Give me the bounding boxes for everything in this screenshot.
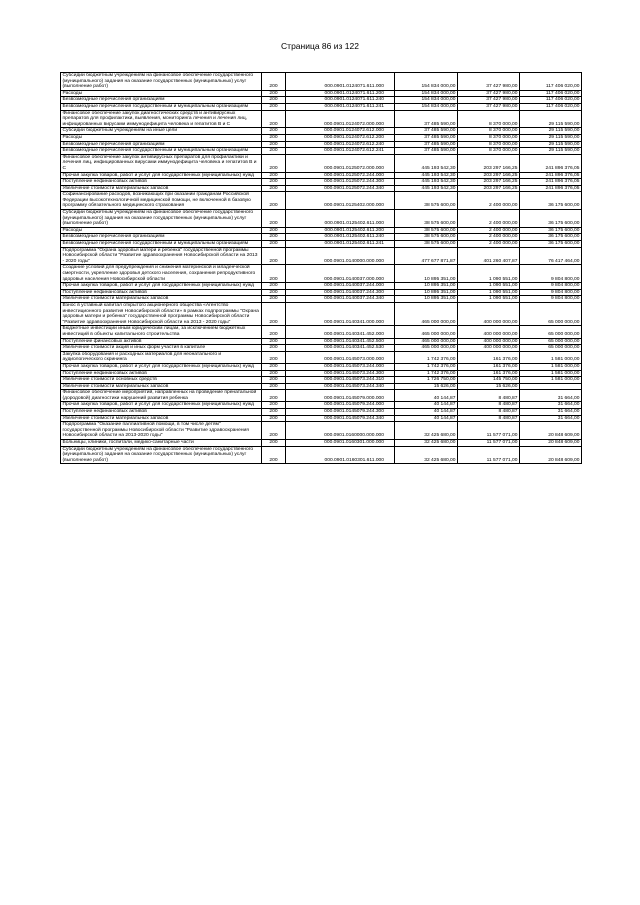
- row-approved-amount-cell: 40 144,87: [395, 415, 458, 422]
- table-row: [61, 241, 582, 248]
- row-name-cell: Больницы, клиники, госпитали, медико-санитарные части: [61, 440, 262, 447]
- row-code-cell: 200: [262, 363, 286, 370]
- row-executed-amount-cell: 8 480,87: [458, 402, 520, 409]
- row-executed-amount-cell: 37 427 980,00: [458, 97, 520, 104]
- row-classification-code-cell: 000.0901.0140341.452.500: [286, 338, 395, 345]
- row-unexecuted-amount-cell: [520, 383, 582, 390]
- row-approved-amount-cell: 40 144,87: [395, 390, 458, 402]
- row-name-cell: Поступление финансовых активов: [61, 338, 262, 345]
- row-executed-amount-cell: 161 376,00: [458, 370, 520, 377]
- row-code-cell: 200: [262, 415, 286, 422]
- row-name-cell: Создание условий для предупреждения и снижения материнской и младенческой смертности, укрепление здоровья детского населения, сохранения репродуктивного здоровья населения Новосибирской области: [61, 265, 262, 283]
- row-approved-amount-cell: 38 575 600,00: [395, 192, 458, 210]
- row-code-cell: 200: [262, 370, 286, 377]
- row-code-cell: 200: [262, 241, 286, 248]
- table-row: [61, 148, 582, 155]
- row-unexecuted-amount-cell: 65 000 000,00: [520, 326, 582, 338]
- row-classification-code-cell: 000.0901.0125072.244.300: [286, 179, 395, 186]
- row-executed-amount-cell: 8 480,87: [458, 390, 520, 402]
- row-unexecuted-amount-cell: 20 848 609,00: [520, 440, 582, 447]
- row-unexecuted-amount-cell: 65 000 000,00: [520, 338, 582, 345]
- table-row: [61, 338, 582, 345]
- row-approved-amount-cell: 37 485 590,00: [395, 128, 458, 135]
- row-name-cell: Взнос в уставный капитал открытого акционерного общества «Агентство инвестиционного развития Новосибирской области» в рамках подпрограммы "Охрана здоровья матери и ребенка" государственной программы Новосибирской области "Развитие здравоохранения Новосибирской области на 2013 - 2020 годы": [61, 302, 262, 325]
- row-name-cell: Расходы: [61, 90, 262, 97]
- row-executed-amount-cell: 2 400 000,00: [458, 241, 520, 248]
- row-name-cell: Увеличение стоимости акций и иных форм участия в капитале: [61, 345, 262, 352]
- row-unexecuted-amount-cell: 241 896 376,05: [520, 185, 582, 192]
- row-executed-amount-cell: 37 427 980,00: [458, 103, 520, 110]
- row-code-cell: 200: [262, 154, 286, 172]
- row-unexecuted-amount-cell: 1 581 000,00: [520, 363, 582, 370]
- row-name-cell: Безвозмездные перечисления организациям: [61, 141, 262, 148]
- table-row: [61, 402, 582, 409]
- row-classification-code-cell: 000.0901.0140037.244.000: [286, 283, 395, 290]
- row-name-cell: Субсидии бюджетным учреждениям на иные цели: [61, 128, 262, 135]
- row-approved-amount-cell: 37 485 590,00: [395, 141, 458, 148]
- row-name-cell: Финансовое обеспечение мероприятий, направленных на проведение пренатальной (дородовой) диагностики нарушений развития ребенка: [61, 390, 262, 402]
- row-code-cell: 200: [262, 73, 286, 91]
- row-code-cell: 200: [262, 192, 286, 210]
- row-name-cell: Прочая закупка товаров, работ и услуг для государственных (муниципальных) нужд: [61, 402, 262, 409]
- row-approved-amount-cell: 38 575 600,00: [395, 241, 458, 248]
- row-unexecuted-amount-cell: 241 896 376,05: [520, 172, 582, 179]
- row-executed-amount-cell: 161 376,00: [458, 351, 520, 363]
- row-unexecuted-amount-cell: 31 664,00: [520, 390, 582, 402]
- row-code-cell: 200: [262, 172, 286, 179]
- row-approved-amount-cell: 32 425 680,00: [395, 446, 458, 464]
- table-row: [61, 141, 582, 148]
- row-executed-amount-cell: 2 400 000,00: [458, 210, 520, 228]
- row-classification-code-cell: 000.0901.0160301.000.000: [286, 440, 395, 447]
- row-executed-amount-cell: 8 480,87: [458, 415, 520, 422]
- row-unexecuted-amount-cell: 1 581 000,00: [520, 377, 582, 384]
- table-row: [61, 110, 582, 128]
- row-executed-amount-cell: 37 427 980,00: [458, 90, 520, 97]
- row-executed-amount-cell: 2 400 000,00: [458, 234, 520, 241]
- row-approved-amount-cell: 465 000 000,00: [395, 338, 458, 345]
- row-classification-code-cell: 000.0901.0145073.244.000: [286, 363, 395, 370]
- row-classification-code-cell: 000.0901.0145079.244.300: [286, 409, 395, 416]
- row-executed-amount-cell: 8 370 000,00: [458, 148, 520, 155]
- row-executed-amount-cell: 203 297 166,25: [458, 179, 520, 186]
- row-name-cell: Увеличение стоимости материальных запасов: [61, 383, 262, 390]
- row-unexecuted-amount-cell: 117 406 020,00: [520, 90, 582, 97]
- table-row: [61, 377, 582, 384]
- row-approved-amount-cell: 40 144,87: [395, 402, 458, 409]
- row-approved-amount-cell: 38 575 600,00: [395, 234, 458, 241]
- row-code-cell: 200: [262, 265, 286, 283]
- row-name-cell: Поступление нефинансовых активов: [61, 289, 262, 296]
- row-unexecuted-amount-cell: 36 175 600,00: [520, 192, 582, 210]
- row-name-cell: Прочая закупка товаров, работ и услуг для государственных (муниципальных) нужд: [61, 172, 262, 179]
- row-name-cell: Поступление нефинансовых активов: [61, 179, 262, 186]
- row-code-cell: 200: [262, 97, 286, 104]
- row-unexecuted-amount-cell: 241 896 376,05: [520, 179, 582, 186]
- row-name-cell: Субсидии бюджетным учреждениям на финансовое обеспечение государственного (муниципального) задания на оказание государственных (муниципальных) услуг (выполнение работ): [61, 73, 262, 91]
- row-unexecuted-amount-cell: 117 406 020,00: [520, 97, 582, 104]
- row-executed-amount-cell: 203 297 166,25: [458, 172, 520, 179]
- row-executed-amount-cell: 2 400 000,00: [458, 227, 520, 234]
- row-name-cell: Софинансирование расходов, возникающих при оказании гражданам Российской Федерации высокотехнологичной медицинской помощи, не включенной в базовую программу обязательного медицинского страхования: [61, 192, 262, 210]
- row-approved-amount-cell: 465 000 000,00: [395, 345, 458, 352]
- row-approved-amount-cell: 40 144,87: [395, 409, 458, 416]
- table-row: [61, 265, 582, 283]
- row-classification-code-cell: 000.0901.0125072.244.340: [286, 185, 395, 192]
- row-unexecuted-amount-cell: 9 804 800,00: [520, 283, 582, 290]
- row-executed-amount-cell: 203 297 166,25: [458, 154, 520, 172]
- row-classification-code-cell: 000.0901.0125072.000.000: [286, 154, 395, 172]
- row-approved-amount-cell: 1 742 376,00: [395, 363, 458, 370]
- table-row: [61, 283, 582, 290]
- table-row: [61, 97, 582, 104]
- row-unexecuted-amount-cell: 20 848 609,00: [520, 422, 582, 440]
- table-row: [61, 302, 582, 325]
- row-unexecuted-amount-cell: 76 417 464,00: [520, 247, 582, 265]
- table-row: [61, 90, 582, 97]
- row-classification-code-cell: 000.0901.0160301.611.000: [286, 446, 395, 464]
- row-name-cell: Безвозмездные перечисления организациям: [61, 97, 262, 104]
- row-classification-code-cell: 000.0901.0140037.244.300: [286, 289, 395, 296]
- table-row: [61, 154, 582, 172]
- row-classification-code-cell: 000.0901.0140341.452.530: [286, 345, 395, 352]
- table-row: [61, 103, 582, 110]
- row-unexecuted-amount-cell: 9 804 800,00: [520, 265, 582, 283]
- row-code-cell: 200: [262, 345, 286, 352]
- row-classification-code-cell: 000.0901.0140000.000.000: [286, 247, 395, 265]
- row-approved-amount-cell: 15 626,00: [395, 383, 458, 390]
- row-name-cell: Закупка оборудования и расходных материалов для неонатального и аудиологического скрининга: [61, 351, 262, 363]
- row-unexecuted-amount-cell: 36 175 600,00: [520, 210, 582, 228]
- row-code-cell: 200: [262, 179, 286, 186]
- row-classification-code-cell: 000.0901.0140341.452.000: [286, 326, 395, 338]
- row-classification-code-cell: 000.0901.0124072.612.241: [286, 148, 395, 155]
- table-body: [61, 73, 582, 464]
- row-approved-amount-cell: 465 000 000,00: [395, 326, 458, 338]
- row-code-cell: 200: [262, 134, 286, 141]
- row-unexecuted-amount-cell: 1 581 000,00: [520, 370, 582, 377]
- table-row: [61, 422, 582, 440]
- row-classification-code-cell: 000.0901.0124071.611.200: [286, 90, 395, 97]
- row-unexecuted-amount-cell: 65 000 000,00: [520, 302, 582, 325]
- row-classification-code-cell: 000.0901.0125402.611.000: [286, 210, 395, 228]
- budget-execution-table: [60, 72, 582, 464]
- row-name-cell: Расходы: [61, 227, 262, 234]
- row-unexecuted-amount-cell: 31 664,00: [520, 402, 582, 409]
- row-approved-amount-cell: 445 193 542,30: [395, 154, 458, 172]
- row-name-cell: Поступление нефинансовых активов: [61, 409, 262, 416]
- row-approved-amount-cell: 10 895 351,00: [395, 283, 458, 290]
- row-name-cell: Поступление нефинансовых активов: [61, 370, 262, 377]
- row-code-cell: 200: [262, 351, 286, 363]
- row-classification-code-cell: 000.0901.0125402.611.200: [286, 227, 395, 234]
- row-approved-amount-cell: 10 895 351,00: [395, 289, 458, 296]
- row-approved-amount-cell: 10 895 351,00: [395, 265, 458, 283]
- row-executed-amount-cell: 145 750,00: [458, 377, 520, 384]
- row-executed-amount-cell: 37 427 980,00: [458, 73, 520, 91]
- row-approved-amount-cell: 32 425 680,00: [395, 440, 458, 447]
- table-row: [61, 370, 582, 377]
- row-approved-amount-cell: 445 193 542,30: [395, 179, 458, 186]
- table-row: [61, 383, 582, 390]
- row-classification-code-cell: 000.0901.0145073.244.340: [286, 383, 395, 390]
- row-code-cell: 200: [262, 90, 286, 97]
- row-code-cell: 200: [262, 110, 286, 128]
- row-unexecuted-amount-cell: 31 664,00: [520, 409, 582, 416]
- row-executed-amount-cell: 400 000 000,00: [458, 302, 520, 325]
- row-code-cell: 200: [262, 409, 286, 416]
- row-classification-code-cell: 000.0901.0125072.244.000: [286, 172, 395, 179]
- table-row: [61, 227, 582, 234]
- row-code-cell: 200: [262, 210, 286, 228]
- row-code-cell: 200: [262, 185, 286, 192]
- row-classification-code-cell: 000.0901.0124071.611.241: [286, 103, 395, 110]
- row-unexecuted-amount-cell: 9 804 800,00: [520, 289, 582, 296]
- row-executed-amount-cell: 8 370 000,00: [458, 134, 520, 141]
- row-name-cell: Увеличение стоимости основных средств: [61, 377, 262, 384]
- row-classification-code-cell: 000.0901.0124072.612.000: [286, 128, 395, 135]
- row-code-cell: 200: [262, 377, 286, 384]
- row-executed-amount-cell: 400 000 000,00: [458, 345, 520, 352]
- row-name-cell: Прочая закупка товаров, работ и услуг для государственных (муниципальных) нужд: [61, 283, 262, 290]
- row-classification-code-cell: 000.0901.0160000.000.000: [286, 422, 395, 440]
- row-code-cell: 200: [262, 302, 286, 325]
- row-classification-code-cell: 000.0901.0124071.611.000: [286, 73, 395, 91]
- row-classification-code-cell: 000.0901.0145079.000.000: [286, 390, 395, 402]
- row-code-cell: 200: [262, 422, 286, 440]
- row-unexecuted-amount-cell: 29 115 590,00: [520, 128, 582, 135]
- row-name-cell: Субсидии бюджетным учреждениям на финансовое обеспечение государственного (муниципального) задания на оказание государственных (муниципальных) услуг (выполнение работ): [61, 446, 262, 464]
- table-row: [61, 172, 582, 179]
- row-approved-amount-cell: 154 834 000,00: [395, 90, 458, 97]
- row-code-cell: 200: [262, 326, 286, 338]
- table-row: [61, 73, 582, 91]
- row-name-cell: Бюджетные инвестиции иным юридическим лицам, за исключением бюджетных инвестиций в объекты капитального строительства: [61, 326, 262, 338]
- row-executed-amount-cell: 161 376,00: [458, 363, 520, 370]
- row-unexecuted-amount-cell: 20 848 609,00: [520, 446, 582, 464]
- row-code-cell: 200: [262, 234, 286, 241]
- row-classification-code-cell: 000.0901.0124072.612.240: [286, 141, 395, 148]
- row-code-cell: 200: [262, 289, 286, 296]
- row-name-cell: Подпрограмма "Охрана здоровья матери и ребенка" государственной программы Новосибирской области "Развитие здравоохранения Новосибирской области на 2013 - 2020 годы": [61, 247, 262, 265]
- row-code-cell: 200: [262, 227, 286, 234]
- row-executed-amount-cell: 401 260 407,87: [458, 247, 520, 265]
- row-executed-amount-cell: 400 000 000,00: [458, 338, 520, 345]
- row-unexecuted-amount-cell: 117 406 020,00: [520, 103, 582, 110]
- table-row: [61, 128, 582, 135]
- row-unexecuted-amount-cell: 31 664,00: [520, 415, 582, 422]
- row-name-cell: Безвозмездные перечисления организациям: [61, 234, 262, 241]
- row-executed-amount-cell: 8 480,87: [458, 409, 520, 416]
- table-row: [61, 390, 582, 402]
- row-approved-amount-cell: 32 425 680,00: [395, 422, 458, 440]
- row-unexecuted-amount-cell: 36 175 600,00: [520, 234, 582, 241]
- row-name-cell: Безвозмездные перечисления государственным и муниципальным организациям: [61, 103, 262, 110]
- row-code-cell: 200: [262, 247, 286, 265]
- row-executed-amount-cell: 1 090 551,00: [458, 296, 520, 303]
- table-row: [61, 409, 582, 416]
- row-executed-amount-cell: 2 400 000,00: [458, 192, 520, 210]
- row-name-cell: Финансовое обеспечение закупок антивирусных препаратов для профилактики и лечения лиц, инфицированных вирусами иммунодефицита человека и гепатитов В и С: [61, 154, 262, 172]
- row-approved-amount-cell: 1 742 376,00: [395, 351, 458, 363]
- row-unexecuted-amount-cell: 29 115 590,00: [520, 141, 582, 148]
- table-row: [61, 345, 582, 352]
- row-unexecuted-amount-cell: 1 581 000,00: [520, 351, 582, 363]
- table-row: [61, 185, 582, 192]
- row-classification-code-cell: 000.0901.0140037.000.000: [286, 265, 395, 283]
- table-row: [61, 446, 582, 464]
- row-executed-amount-cell: 15 626,00: [458, 383, 520, 390]
- row-unexecuted-amount-cell: 9 804 800,00: [520, 296, 582, 303]
- row-executed-amount-cell: 11 577 071,00: [458, 446, 520, 464]
- row-unexecuted-amount-cell: 29 115 590,00: [520, 134, 582, 141]
- row-classification-code-cell: 000.0901.0140341.000.000: [286, 302, 395, 325]
- row-approved-amount-cell: 38 575 600,00: [395, 227, 458, 234]
- row-approved-amount-cell: 10 895 351,00: [395, 296, 458, 303]
- row-approved-amount-cell: 465 000 000,00: [395, 302, 458, 325]
- row-approved-amount-cell: 445 193 542,30: [395, 185, 458, 192]
- row-code-cell: 200: [262, 383, 286, 390]
- row-name-cell: Увеличение стоимости материальных запасов: [61, 185, 262, 192]
- table-row: [61, 351, 582, 363]
- row-code-cell: 200: [262, 440, 286, 447]
- table-row: [61, 415, 582, 422]
- table-row: [61, 363, 582, 370]
- row-approved-amount-cell: 37 485 590,00: [395, 148, 458, 155]
- row-code-cell: 200: [262, 283, 286, 290]
- row-unexecuted-amount-cell: 36 175 600,00: [520, 241, 582, 248]
- row-code-cell: 200: [262, 103, 286, 110]
- row-executed-amount-cell: 400 000 000,00: [458, 326, 520, 338]
- row-classification-code-cell: 000.0901.0145073.000.000: [286, 351, 395, 363]
- row-classification-code-cell: 000.0901.0125402.611.241: [286, 241, 395, 248]
- row-code-cell: 200: [262, 128, 286, 135]
- row-name-cell: Увеличение стоимости материальных запасов: [61, 296, 262, 303]
- row-executed-amount-cell: 1 090 551,00: [458, 283, 520, 290]
- row-code-cell: 200: [262, 446, 286, 464]
- row-approved-amount-cell: 154 834 000,00: [395, 103, 458, 110]
- table-row: [61, 234, 582, 241]
- row-name-cell: Финансовое обеспечение закупок диагностических средств и антивирусных препаратов для профилактики, выявления, мониторинга лечения и лечения лиц, инфицированных вирусами иммунодефицита человека и гепатитов В и С: [61, 110, 262, 128]
- row-classification-code-cell: 000.0901.0140037.244.340: [286, 296, 395, 303]
- row-executed-amount-cell: 8 370 000,00: [458, 128, 520, 135]
- row-name-cell: Субсидии бюджетным учреждениям на финансовое обеспечение государственного (муниципального) задания на оказание государственных (муниципальных) услуг (выполнение работ): [61, 210, 262, 228]
- table-row: [61, 210, 582, 228]
- row-name-cell: Безвозмездные перечисления государственным и муниципальным организациям: [61, 241, 262, 248]
- table-row: [61, 134, 582, 141]
- row-executed-amount-cell: 8 370 000,00: [458, 110, 520, 128]
- row-unexecuted-amount-cell: 65 000 000,00: [520, 345, 582, 352]
- row-classification-code-cell: 000.0901.0125402.000.000: [286, 192, 395, 210]
- row-approved-amount-cell: 37 485 590,00: [395, 110, 458, 128]
- row-approved-amount-cell: 38 575 600,00: [395, 210, 458, 228]
- table-row: [61, 289, 582, 296]
- row-approved-amount-cell: 1 726 750,00: [395, 377, 458, 384]
- row-code-cell: 200: [262, 402, 286, 409]
- row-approved-amount-cell: 1 742 376,00: [395, 370, 458, 377]
- row-unexecuted-amount-cell: 29 115 590,00: [520, 110, 582, 128]
- row-classification-code-cell: 000.0901.0145073.244.310: [286, 377, 395, 384]
- row-classification-code-cell: 000.0901.0124072.612.200: [286, 134, 395, 141]
- row-unexecuted-amount-cell: 241 896 376,05: [520, 154, 582, 172]
- row-executed-amount-cell: 203 297 166,25: [458, 185, 520, 192]
- row-executed-amount-cell: 1 090 551,00: [458, 289, 520, 296]
- row-executed-amount-cell: 8 370 000,00: [458, 141, 520, 148]
- row-executed-amount-cell: 11 577 071,00: [458, 422, 520, 440]
- row-name-cell: Безвозмездные перечисления государственным и муниципальным организациям: [61, 148, 262, 155]
- row-name-cell: Увеличение стоимости материальных запасов: [61, 415, 262, 422]
- row-executed-amount-cell: 1 090 551,00: [458, 265, 520, 283]
- row-classification-code-cell: 000.0901.0124072.000.000: [286, 110, 395, 128]
- table-row: [61, 179, 582, 186]
- row-classification-code-cell: 000.0901.0145073.244.300: [286, 370, 395, 377]
- row-classification-code-cell: 000.0901.0145079.244.000: [286, 402, 395, 409]
- row-unexecuted-amount-cell: 29 115 590,00: [520, 148, 582, 155]
- table-row: [61, 247, 582, 265]
- row-unexecuted-amount-cell: 117 406 020,00: [520, 73, 582, 91]
- page-number-header: Страница 86 из 122: [281, 41, 359, 51]
- row-name-cell: Расходы: [61, 134, 262, 141]
- row-approved-amount-cell: 154 834 000,00: [395, 97, 458, 104]
- row-approved-amount-cell: 445 193 542,30: [395, 172, 458, 179]
- table-row: [61, 296, 582, 303]
- row-name-cell: Подпрограмма "Оказание паллиативной помощи, в том числе детям" государственной программы Новосибирской области "Развитие здравоохранения Новосибирской области на 2013-2020 годы": [61, 422, 262, 440]
- table-row: [61, 440, 582, 447]
- row-approved-amount-cell: 37 485 590,00: [395, 134, 458, 141]
- row-classification-code-cell: 000.0901.0125402.611.240: [286, 234, 395, 241]
- row-approved-amount-cell: 477 677 871,87: [395, 247, 458, 265]
- row-code-cell: 200: [262, 148, 286, 155]
- row-executed-amount-cell: 11 577 071,00: [458, 440, 520, 447]
- row-code-cell: 200: [262, 338, 286, 345]
- row-approved-amount-cell: 154 834 000,00: [395, 73, 458, 91]
- table-row: [61, 326, 582, 338]
- row-code-cell: 200: [262, 296, 286, 303]
- row-code-cell: 200: [262, 390, 286, 402]
- row-unexecuted-amount-cell: 36 175 600,00: [520, 227, 582, 234]
- row-name-cell: Прочая закупка товаров, работ и услуг для государственных (муниципальных) нужд: [61, 363, 262, 370]
- table-row: [61, 192, 582, 210]
- row-code-cell: 200: [262, 141, 286, 148]
- row-classification-code-cell: 000.0901.0145079.244.340: [286, 415, 395, 422]
- row-classification-code-cell: 000.0901.0124071.611.240: [286, 97, 395, 104]
